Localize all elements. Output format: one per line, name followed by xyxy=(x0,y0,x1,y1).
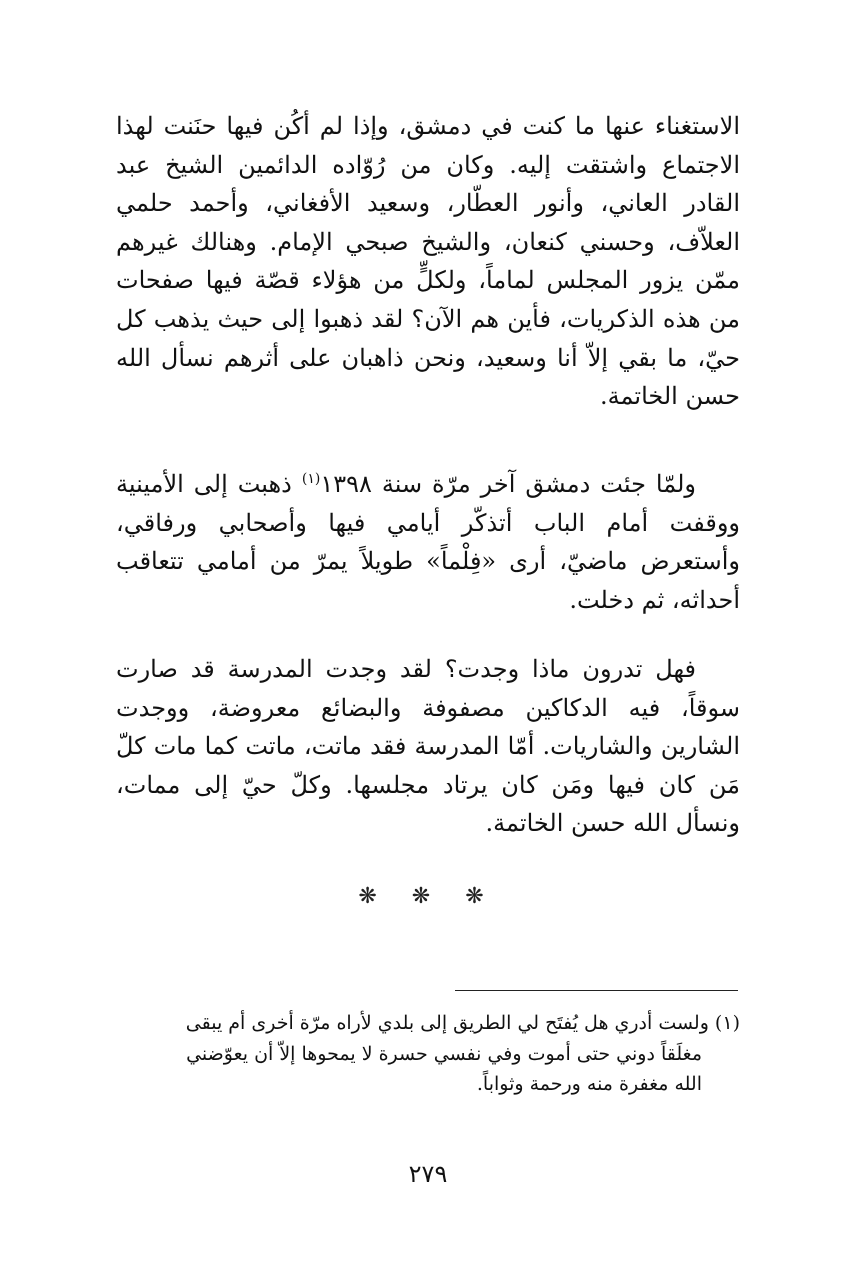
paragraph-3: فهل تدرون ماذا وجدت؟ لقد وجدت المدرسة قد صارت سوقاً، فيه الدكاكين مصفوفة والبضائع معروضة، ووجدت الشارين والشاريات. أمّا المدرسة فقد ماتت، ماتت كما مات كلّ مَن كان فيها ومَن كان يرتاد مجلسها. وكلّ حيّ إلى ممات، ونسأل الله حسن الخاتمة. xyxy=(116,655,740,838)
paragraph-1: الاستغناء عنها ما كنت في دمشق، وإذا لم أكُن فيها حنَنت لهذا الاجتماع واشتقت إليه. وكان من رُوّاده الدائمين الشيخ عبد القادر العاني، وأنور العطّار، وسعيد الأفغاني، وأحمد حلمي العلاّف، وحسني كنعان، والشيخ صبحي الإمام. وهنالك غيرهم ممّن يزور المجلس لماماً، ولكلٍّ من هؤلاء قصّة فيها صفحات من هذه الذكريات، فأين هم الآن؟ لقد ذهبوا إلى حيث يذهب كل حيّ، ما بقي إلاّ أنا وسعيد، ونحن ذاهبان على أثرهم نسأل الله حسن الخاتمة. xyxy=(116,112,741,411)
paragraph-2-text-end: ذهبت إلى الأمينية ووقفت أمام الباب أتذكّر أيامي فيها وأصحابي ورفاقي، وأستعرض ماضيّ، أرى «فِلْماً» طويلاً يمرّ من أمامي تتعاقب أحداثه، ثم دخلت. xyxy=(116,470,740,614)
page-number: ٢٧٩ xyxy=(408,1160,448,1188)
section-separator: ❋ ❋ ❋ xyxy=(358,884,498,909)
footnote-divider xyxy=(455,990,738,991)
paragraph-2-text-start: ولمّا جئت دمشق آخر مرّة سنة ١٣٩٨ xyxy=(320,470,696,498)
footnote-line-2: مغلَقاً دوني حتى أموت وفي نفسي حسرة لا يمحوها إلاّ أن يعوّضني xyxy=(186,1042,702,1065)
footnote-line-1: (١) ولست أدري هل يُفتَح لي الطريق إلى بلدي لأراه مرّة أخرى أم يبقى xyxy=(185,1012,740,1034)
footnote-reference[interactable]: (١) xyxy=(301,471,321,487)
footnote xyxy=(116,1008,740,1100)
footnote-line-3: الله مغفرة منه ورحمة وثواباً. xyxy=(476,1073,702,1095)
paragraph-2 xyxy=(116,465,740,619)
